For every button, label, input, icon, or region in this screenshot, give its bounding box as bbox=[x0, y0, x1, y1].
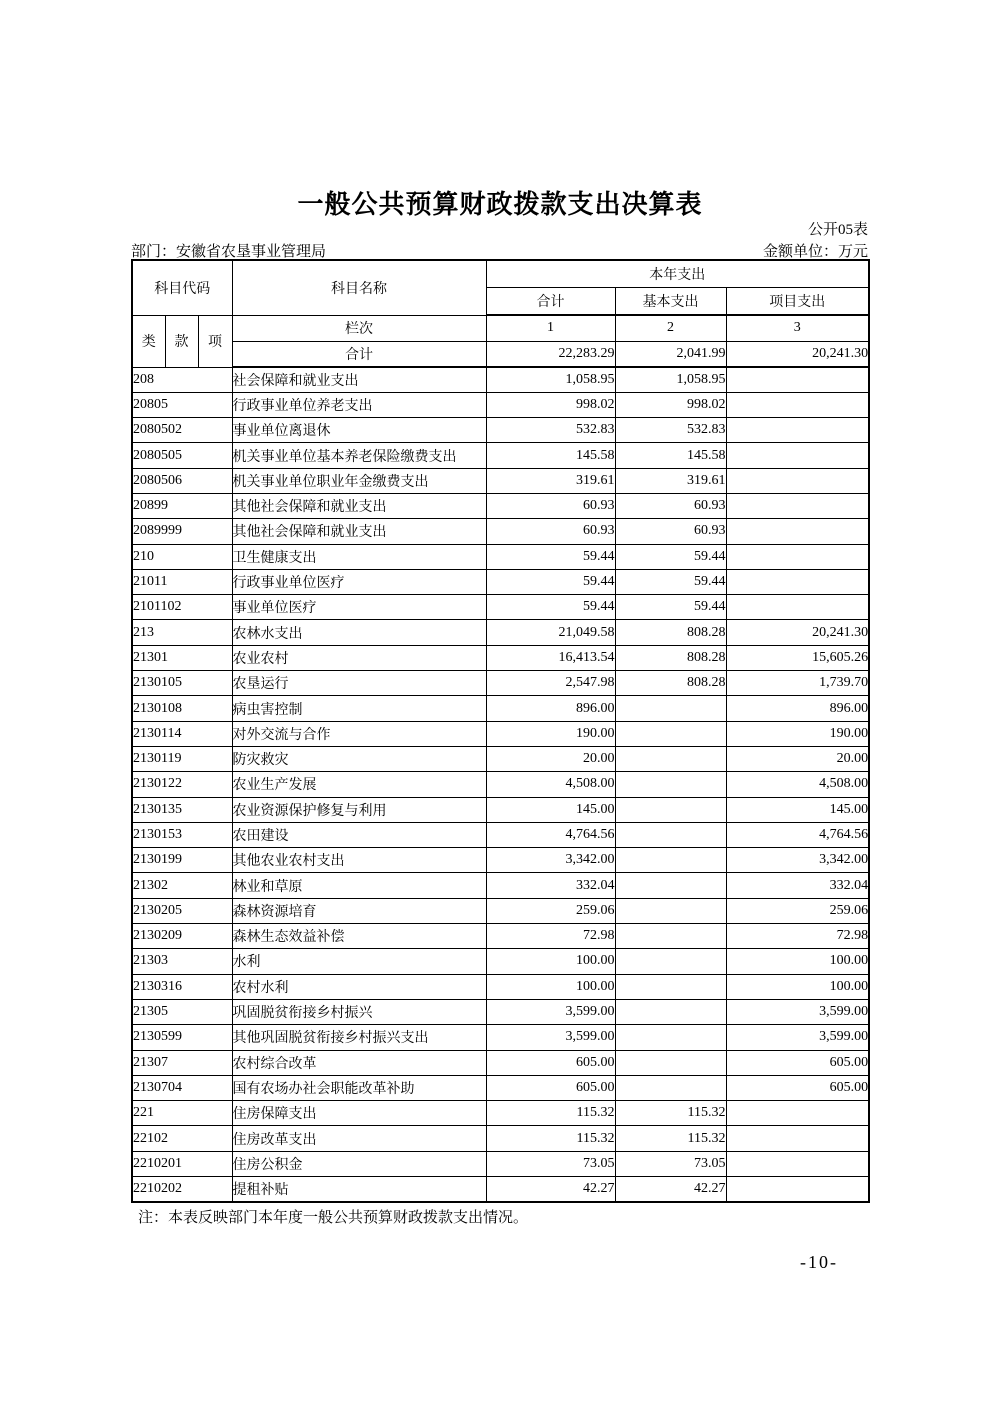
cell-code: 2130108 bbox=[132, 696, 232, 721]
cell-basic bbox=[615, 873, 726, 898]
table-row bbox=[132, 1177, 869, 1202]
table-row bbox=[132, 544, 869, 569]
cell-code: 2130704 bbox=[132, 1075, 232, 1100]
table-row bbox=[132, 772, 869, 797]
cell-name: 机关事业单位基本养老保险缴费支出 bbox=[232, 443, 486, 468]
cell-code: 2210202 bbox=[132, 1177, 232, 1202]
cell-basic: 59.44 bbox=[615, 595, 726, 620]
cell-total: 73.05 bbox=[486, 1151, 615, 1176]
header-subject-code: 科目代码 bbox=[132, 260, 232, 315]
cell-basic bbox=[615, 999, 726, 1024]
table-row bbox=[132, 721, 869, 746]
cell-basic bbox=[615, 949, 726, 974]
cell-basic: 73.05 bbox=[615, 1151, 726, 1176]
cell-total: 20.00 bbox=[486, 746, 615, 771]
cell-code: 21303 bbox=[132, 949, 232, 974]
table-header bbox=[132, 260, 869, 367]
cell-project: 20.00 bbox=[726, 746, 869, 771]
cell-total: 60.93 bbox=[486, 493, 615, 518]
cell-project bbox=[726, 544, 869, 569]
table-row bbox=[132, 873, 869, 898]
cell-project bbox=[726, 418, 869, 443]
cell-name: 其他巩固脱贫衔接乡村振兴支出 bbox=[232, 1025, 486, 1050]
cell-project bbox=[726, 1177, 869, 1202]
cell-basic bbox=[615, 696, 726, 721]
table-row bbox=[132, 392, 869, 417]
header-row-3 bbox=[132, 315, 869, 341]
cell-basic bbox=[615, 924, 726, 949]
table-row bbox=[132, 1151, 869, 1176]
cell-project: 3,599.00 bbox=[726, 999, 869, 1024]
header-project-expenditure: 项目支出 bbox=[726, 287, 869, 315]
cell-project: 15,605.26 bbox=[726, 645, 869, 670]
cell-total: 1,058.95 bbox=[486, 367, 615, 392]
cell-name: 农林水支出 bbox=[232, 620, 486, 645]
table-row bbox=[132, 949, 869, 974]
header-section: 款 bbox=[165, 315, 198, 367]
cell-project bbox=[726, 367, 869, 392]
cell-total: 16,413.54 bbox=[486, 645, 615, 670]
table-row bbox=[132, 696, 869, 721]
table-row bbox=[132, 822, 869, 847]
table-row bbox=[132, 1101, 869, 1126]
header-column-index-label: 栏次 bbox=[232, 315, 486, 341]
cell-basic bbox=[615, 974, 726, 999]
department-label: 部门：安徽省农垦事业管理局 bbox=[131, 244, 327, 260]
header-col-3: 3 bbox=[726, 315, 869, 341]
cell-total: 59.44 bbox=[486, 569, 615, 594]
cell-project bbox=[726, 468, 869, 493]
cell-name: 行政事业单位医疗 bbox=[232, 569, 486, 594]
cell-name: 卫生健康支出 bbox=[232, 544, 486, 569]
cell-basic bbox=[615, 822, 726, 847]
cell-total: 3,599.00 bbox=[486, 999, 615, 1024]
table-row bbox=[132, 519, 869, 544]
cell-project bbox=[726, 1101, 869, 1126]
cell-code: 2130205 bbox=[132, 898, 232, 923]
cell-total: 319.61 bbox=[486, 468, 615, 493]
cell-total: 896.00 bbox=[486, 696, 615, 721]
cell-total: 4,508.00 bbox=[486, 772, 615, 797]
cell-basic bbox=[615, 721, 726, 746]
table-row bbox=[132, 797, 869, 822]
header-basic-expenditure: 基本支出 bbox=[615, 287, 726, 315]
cell-total: 21,049.58 bbox=[486, 620, 615, 645]
table-row bbox=[132, 418, 869, 443]
cell-name: 行政事业单位养老支出 bbox=[232, 392, 486, 417]
cell-name: 住房保障支出 bbox=[232, 1101, 486, 1126]
header-class: 类 bbox=[132, 315, 165, 367]
cell-basic bbox=[615, 1050, 726, 1075]
cell-code: 21302 bbox=[132, 873, 232, 898]
cell-name: 农业资源保护修复与利用 bbox=[232, 797, 486, 822]
cell-name: 其他农业农村支出 bbox=[232, 848, 486, 873]
cell-project: 20,241.30 bbox=[726, 620, 869, 645]
header-row-1 bbox=[132, 260, 869, 287]
cell-total: 3,599.00 bbox=[486, 1025, 615, 1050]
form-number-label: 公开05表 bbox=[807, 222, 868, 238]
cell-basic: 60.93 bbox=[615, 493, 726, 518]
table-row bbox=[132, 898, 869, 923]
cell-total: 115.32 bbox=[486, 1126, 615, 1151]
cell-total: 145.00 bbox=[486, 797, 615, 822]
cell-total: 332.04 bbox=[486, 873, 615, 898]
cell-total: 59.44 bbox=[486, 595, 615, 620]
header-col-2: 2 bbox=[615, 315, 726, 341]
header-row-4 bbox=[132, 341, 869, 367]
cell-code: 2130135 bbox=[132, 797, 232, 822]
cell-project bbox=[726, 595, 869, 620]
cell-project bbox=[726, 392, 869, 417]
cell-name: 住房公积金 bbox=[232, 1151, 486, 1176]
cell-project: 4,764.56 bbox=[726, 822, 869, 847]
cell-project: 190.00 bbox=[726, 721, 869, 746]
cell-total: 42.27 bbox=[486, 1177, 615, 1202]
cell-name: 水利 bbox=[232, 949, 486, 974]
cell-total: 100.00 bbox=[486, 949, 615, 974]
cell-project: 896.00 bbox=[726, 696, 869, 721]
cell-basic: 319.61 bbox=[615, 468, 726, 493]
unit-label: 金额单位：万元 bbox=[762, 244, 868, 260]
cell-code: 20899 bbox=[132, 493, 232, 518]
cell-code: 2130122 bbox=[132, 772, 232, 797]
cell-basic: 42.27 bbox=[615, 1177, 726, 1202]
cell-name: 其他社会保障和就业支出 bbox=[232, 519, 486, 544]
table-row bbox=[132, 595, 869, 620]
cell-code: 21011 bbox=[132, 569, 232, 594]
cell-name: 社会保障和就业支出 bbox=[232, 367, 486, 392]
cell-project: 605.00 bbox=[726, 1075, 869, 1100]
cell-name: 防灾救灾 bbox=[232, 746, 486, 771]
cell-basic: 59.44 bbox=[615, 544, 726, 569]
cell-basic: 59.44 bbox=[615, 569, 726, 594]
cell-name: 农村综合改革 bbox=[232, 1050, 486, 1075]
table-row bbox=[132, 1050, 869, 1075]
cell-basic bbox=[615, 1025, 726, 1050]
cell-code: 2130209 bbox=[132, 924, 232, 949]
cell-name: 事业单位医疗 bbox=[232, 595, 486, 620]
cell-total: 59.44 bbox=[486, 544, 615, 569]
cell-code: 2080505 bbox=[132, 443, 232, 468]
cell-name: 住房改革支出 bbox=[232, 1126, 486, 1151]
table-row bbox=[132, 443, 869, 468]
cell-project: 1,739.70 bbox=[726, 671, 869, 696]
cell-basic: 115.32 bbox=[615, 1126, 726, 1151]
cell-code: 21301 bbox=[132, 645, 232, 670]
cell-project: 605.00 bbox=[726, 1050, 869, 1075]
table-row bbox=[132, 493, 869, 518]
table-note: 注：本表反映部门本年度一般公共预算财政拨款支出情况。 bbox=[138, 1210, 529, 1226]
grand-total-label: 合计 bbox=[232, 341, 486, 367]
cell-name: 农田建设 bbox=[232, 822, 486, 847]
cell-total: 2,547.98 bbox=[486, 671, 615, 696]
cell-total: 605.00 bbox=[486, 1050, 615, 1075]
cell-total: 998.02 bbox=[486, 392, 615, 417]
cell-total: 115.32 bbox=[486, 1101, 615, 1126]
cell-code: 2130114 bbox=[132, 721, 232, 746]
table-row bbox=[132, 974, 869, 999]
cell-name: 农业生产发展 bbox=[232, 772, 486, 797]
cell-code: 2130153 bbox=[132, 822, 232, 847]
cell-name: 森林资源培育 bbox=[232, 898, 486, 923]
grand-total-basic-value: 2,041.99 bbox=[615, 341, 726, 367]
cell-basic: 808.28 bbox=[615, 671, 726, 696]
cell-total: 4,764.56 bbox=[486, 822, 615, 847]
cell-basic: 532.83 bbox=[615, 418, 726, 443]
cell-name: 森林生态效益补偿 bbox=[232, 924, 486, 949]
header-item: 项 bbox=[198, 315, 232, 367]
cell-project: 72.98 bbox=[726, 924, 869, 949]
page-number: -10- bbox=[800, 1252, 838, 1272]
cell-project bbox=[726, 493, 869, 518]
cell-code: 2080502 bbox=[132, 418, 232, 443]
cell-name: 农村水利 bbox=[232, 974, 486, 999]
table-row bbox=[132, 367, 869, 392]
cell-basic bbox=[615, 898, 726, 923]
page-title: 一般公共预算财政拨款支出决算表 bbox=[297, 190, 703, 219]
cell-project bbox=[726, 519, 869, 544]
cell-project: 100.00 bbox=[726, 974, 869, 999]
cell-project: 4,508.00 bbox=[726, 772, 869, 797]
header-col-1: 1 bbox=[486, 315, 615, 341]
cell-name: 机关事业单位职业年金缴费支出 bbox=[232, 468, 486, 493]
cell-name: 提租补贴 bbox=[232, 1177, 486, 1202]
header-subject-name: 科目名称 bbox=[232, 260, 486, 315]
cell-project: 3,342.00 bbox=[726, 848, 869, 873]
table-row bbox=[132, 924, 869, 949]
cell-project: 100.00 bbox=[726, 949, 869, 974]
cell-basic: 115.32 bbox=[615, 1101, 726, 1126]
cell-name: 其他社会保障和就业支出 bbox=[232, 493, 486, 518]
cell-project: 332.04 bbox=[726, 873, 869, 898]
table-row bbox=[132, 1075, 869, 1100]
cell-code: 221 bbox=[132, 1101, 232, 1126]
cell-basic bbox=[615, 797, 726, 822]
cell-code: 208 bbox=[132, 367, 232, 392]
cell-project: 259.06 bbox=[726, 898, 869, 923]
grand-total-project-value: 20,241.30 bbox=[726, 341, 869, 367]
cell-name: 事业单位离退休 bbox=[232, 418, 486, 443]
cell-basic bbox=[615, 746, 726, 771]
cell-total: 100.00 bbox=[486, 974, 615, 999]
cell-total: 190.00 bbox=[486, 721, 615, 746]
cell-basic bbox=[615, 848, 726, 873]
header-current-year-expenditure: 本年支出 bbox=[486, 260, 869, 287]
cell-basic: 808.28 bbox=[615, 645, 726, 670]
cell-project bbox=[726, 443, 869, 468]
table-body bbox=[132, 367, 869, 1202]
cell-code: 2130199 bbox=[132, 848, 232, 873]
table-row bbox=[132, 569, 869, 594]
table-row bbox=[132, 999, 869, 1024]
cell-basic: 60.93 bbox=[615, 519, 726, 544]
cell-code: 2130316 bbox=[132, 974, 232, 999]
cell-total: 3,342.00 bbox=[486, 848, 615, 873]
cell-code: 2130119 bbox=[132, 746, 232, 771]
table-row bbox=[132, 746, 869, 771]
cell-basic bbox=[615, 1075, 726, 1100]
cell-code: 2210201 bbox=[132, 1151, 232, 1176]
table-row bbox=[132, 1025, 869, 1050]
cell-code: 21307 bbox=[132, 1050, 232, 1075]
table-row bbox=[132, 848, 869, 873]
cell-code: 213 bbox=[132, 620, 232, 645]
cell-code: 210 bbox=[132, 544, 232, 569]
cell-basic: 145.58 bbox=[615, 443, 726, 468]
cell-total: 60.93 bbox=[486, 519, 615, 544]
cell-basic: 998.02 bbox=[615, 392, 726, 417]
grand-total-value: 22,283.29 bbox=[486, 341, 615, 367]
cell-name: 对外交流与合作 bbox=[232, 721, 486, 746]
cell-project: 145.00 bbox=[726, 797, 869, 822]
table-row bbox=[132, 645, 869, 670]
cell-code: 2130599 bbox=[132, 1025, 232, 1050]
budget-table bbox=[131, 259, 870, 1203]
cell-project bbox=[726, 569, 869, 594]
cell-name: 巩固脱贫衔接乡村振兴 bbox=[232, 999, 486, 1024]
cell-total: 145.58 bbox=[486, 443, 615, 468]
cell-total: 532.83 bbox=[486, 418, 615, 443]
cell-name: 林业和草原 bbox=[232, 873, 486, 898]
table-row bbox=[132, 671, 869, 696]
header-total: 合计 bbox=[486, 287, 615, 315]
cell-code: 2130105 bbox=[132, 671, 232, 696]
table-meta-row bbox=[131, 240, 868, 261]
cell-total: 605.00 bbox=[486, 1075, 615, 1100]
cell-code: 22102 bbox=[132, 1126, 232, 1151]
cell-code: 2080506 bbox=[132, 468, 232, 493]
cell-total: 259.06 bbox=[486, 898, 615, 923]
cell-project: 3,599.00 bbox=[726, 1025, 869, 1050]
cell-name: 农垦运行 bbox=[232, 671, 486, 696]
cell-basic bbox=[615, 772, 726, 797]
cell-code: 2089999 bbox=[132, 519, 232, 544]
cell-name: 农业农村 bbox=[232, 645, 486, 670]
cell-project bbox=[726, 1126, 869, 1151]
cell-code: 20805 bbox=[132, 392, 232, 417]
cell-basic: 808.28 bbox=[615, 620, 726, 645]
table-row bbox=[132, 1126, 869, 1151]
cell-code: 21305 bbox=[132, 999, 232, 1024]
table-row bbox=[132, 620, 869, 645]
cell-total: 72.98 bbox=[486, 924, 615, 949]
cell-basic: 1,058.95 bbox=[615, 367, 726, 392]
table-row bbox=[132, 468, 869, 493]
cell-code: 2101102 bbox=[132, 595, 232, 620]
cell-name: 国有农场办社会职能改革补助 bbox=[232, 1075, 486, 1100]
cell-project bbox=[726, 1151, 869, 1176]
cell-name: 病虫害控制 bbox=[232, 696, 486, 721]
